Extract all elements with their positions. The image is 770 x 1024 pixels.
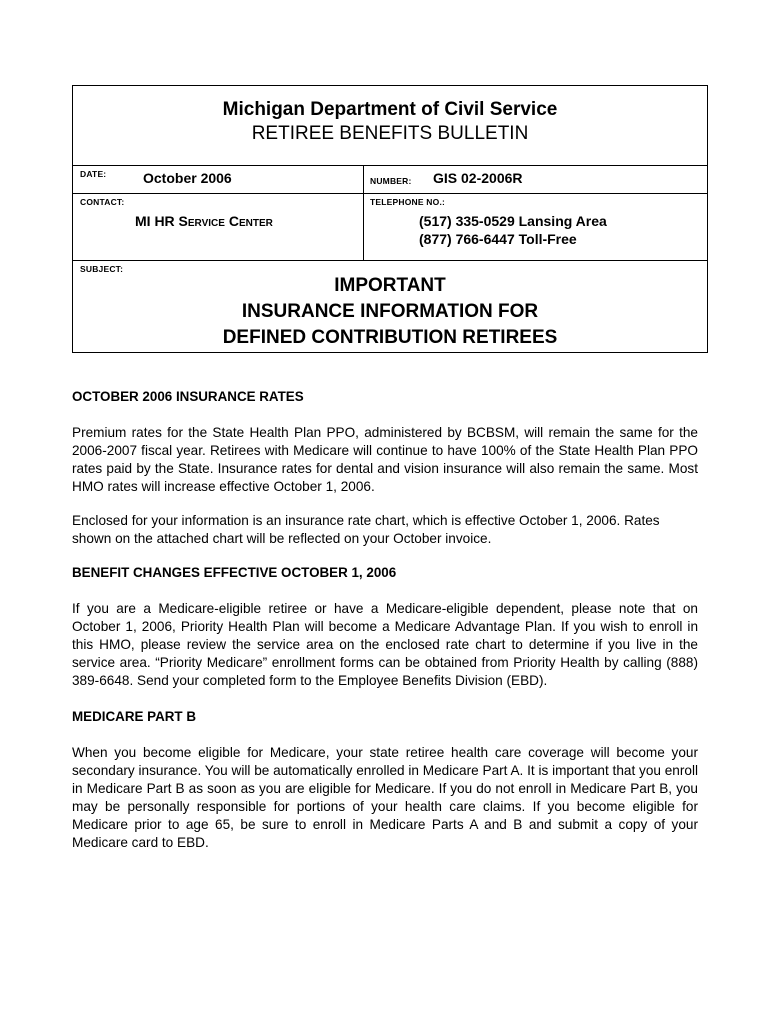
paragraph-rates-chart: Enclosed for your information is an insurance rate chart, which is effective October 1, 2006. Rates shown on the attached chart will be reflected on your October invoice. — [72, 513, 660, 546]
telephone-lansing: (517) 335-0529 Lansing Area — [419, 213, 607, 229]
bulletin-body — [72, 388, 698, 852]
section-heading-benefit-changes: BENEFIT CHANGES EFFECTIVE OCTOBER 1, 2006 — [72, 565, 397, 580]
subject-label: SUBJECT: — [80, 264, 124, 274]
telephone-label: TELEPHONE NO.: — [370, 197, 446, 207]
divider-date-row — [73, 165, 707, 166]
bulletin-title: RETIREE BENEFITS BULLETIN — [251, 123, 529, 144]
paragraph-benefit-changes: If you are a Medicare-eligible retiree or have a Medicare-eligible dependent, please note that on October 1, 2006, Priority Health Plan will become a Medicare Advantage Plan. If you wish to enroll in this HMO, please review the service area on the enclosed rate chart to determine if you live in the service area. “Priority Medicare” enrollment forms can be obtained from Priority Health by calling (888) 389-6648. Send your completed form to the Employee Benefits Division (EBD). — [72, 601, 698, 688]
date-label: DATE: — [80, 169, 107, 179]
subject-line-3: DEFINED CONTRIBUTION RETIREES — [222, 327, 558, 348]
paragraph-rates-premium: Premium rates for the State Health Plan PPO, administered by BCBSM, will remain the same for the 2006-2007 fiscal year. Retirees with Medicare will continue to have 100% of the State Health Plan PPO rates paid by the State. Insurance rates for dental and vision insurance will also remain the same. Most HMO rates will increase effective October 1, 2006. — [72, 425, 698, 494]
bulletin-header-box — [72, 85, 708, 353]
date-value: October 2006 — [143, 170, 232, 186]
subject-line-2: INSURANCE INFORMATION FOR — [241, 301, 539, 322]
department-title: Michigan Department of Civil Service — [222, 99, 558, 120]
paragraph-medicare-part-b: When you become eligible for Medicare, your state retiree health care coverage will become your secondary insurance. You will be automatically enrolled in Medicare Part A. It is important that you enroll in Medicare Part B as soon as you are eligible for Medicare. If you do not enroll in Medicare Part B, you may be personally responsible for portions of your health care claims. If you become eligible for Medicare prior to age 65, be sure to enroll in Medicare Parts A and B and submit a copy of your Medicare card to EBD. — [72, 745, 698, 850]
contact-value: MI HR Service Center — [135, 213, 273, 229]
contact-label: CONTACT: — [80, 197, 125, 207]
section-heading-insurance-rates: OCTOBER 2006 INSURANCE RATES — [72, 389, 304, 404]
subject-line-1: IMPORTANT — [334, 275, 446, 296]
number-value: GIS 02-2006R — [433, 170, 523, 186]
divider-vertical — [363, 165, 364, 260]
section-heading-medicare-part-b: MEDICARE PART B — [72, 709, 196, 724]
divider-contact-row — [73, 193, 707, 194]
number-label: NUMBER: — [370, 176, 412, 186]
divider-subject-row — [73, 260, 707, 261]
subject-text — [73, 273, 707, 351]
telephone-toll-free: (877) 766-6447 Toll-Free — [419, 231, 577, 247]
